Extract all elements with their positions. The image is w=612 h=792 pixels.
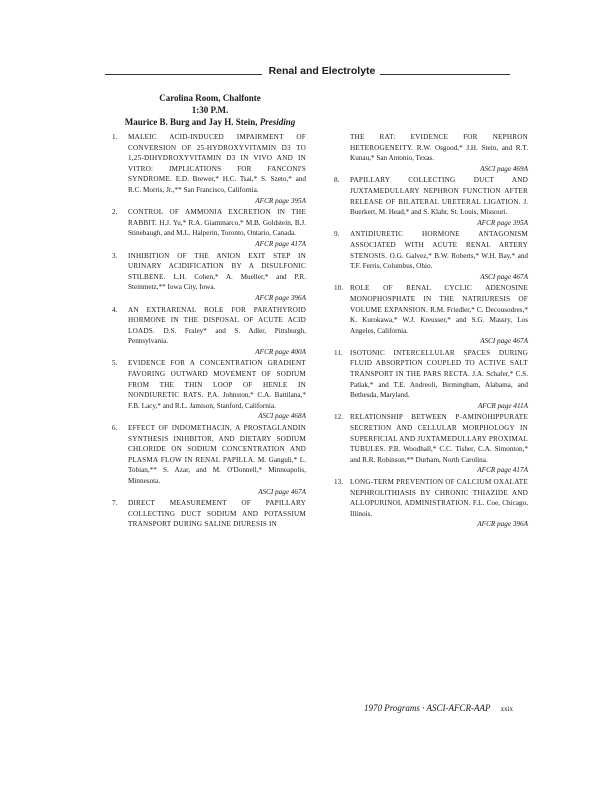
abstract-number: 3. [112, 251, 118, 260]
presiding-label: Presiding [259, 117, 296, 127]
abstract-title: LONG-TERM PREVENTION OF CALCIUM OXALATE NEPHROLITHIASIS BY CHRONIC THIAZIDE AND ALLOPURINOL ADMINISTRATION. [350, 478, 528, 508]
abstract-number: 8. [334, 176, 340, 185]
abstract-authors: R.W. Osgood,* J.H. Stein, and R.T. Kunau,* San Antonio, Texas. [350, 143, 528, 163]
abstract-reference: AFCR page 395A [477, 218, 528, 227]
session-info [100, 92, 320, 128]
abstract-entry [112, 358, 306, 422]
abstract-number: 6. [112, 424, 118, 433]
abstract-reference: AFCR page 411A [477, 401, 528, 410]
abstract-authors: E.D. Brewer,* H.C. Tsai,* S. Szeto,* and R.C. Morris, Jr.,** San Francisco, California. [128, 175, 307, 194]
abstract-reference: ASCI page 467A [258, 487, 306, 496]
abstract-title: MALEIC ACID-INDUCED IMPAIRMENT OF CONVERSION OF 25-HYDROXYVITAMIN D3 TO 1,25-DIHYDROXYVITAMIN D3 IN VIVO AND IN VITRO: IMPLICATIONS FOR FANCONI'S SYNDROME. [128, 133, 306, 184]
left-column [112, 132, 306, 531]
session-presiding [100, 116, 320, 128]
abstract-reference: AFCR page 396A [477, 520, 528, 529]
abstract-title: CONTROL OF AMMONIA EXCRETION IN THE RABBIT. [128, 208, 306, 227]
abstract-authors: P.B. Woodhall,* C.C. Tisher, C.A. Simonton,* and R.R. Robinson,** Durham, North Carolina. [350, 445, 529, 464]
abstract-reference: ASCI page 468A [258, 412, 306, 421]
footer-journal: 1970 Programs · ASCI-AFCR-AAP [364, 703, 491, 713]
abstract-authors: D.S. Fraley* and S. Adler, Pittsburgh, Pennsylvania. [128, 326, 307, 346]
page-footer [364, 703, 513, 713]
abstract-number: 11. [334, 348, 343, 357]
abstract-authors: P.A. Johnston,* C.A. Battilana,* F.B. Lacy,* and R.L. Jamison, Stanford, California. [128, 391, 306, 410]
abstract-entry [112, 207, 306, 249]
abstract-reference: ASCI page 469A [480, 164, 528, 173]
abstract-title: PAPILLARY COLLECTING DUCT AND JUXTAMEDULLARY NEPHRON FUNCTION AFTER RELEASE OF BILATERAL URETERAL LIGATION. [350, 176, 528, 206]
abstract-authors: J. Buerkert, M. Head,* and S. Klahr, St. Louis, Missouri. [350, 197, 529, 217]
abstract-authors: H.J. Yu,* R.A. Giammarco,* M.B. Goldstein, B.J. Stinebaugh, and M.L. Halperin, Toronto, Ontario, Canada. [128, 218, 307, 238]
session-room: Carolina Room, Chalfonte [159, 93, 261, 103]
abstract-number: 5. [112, 359, 118, 368]
abstract-title: EVIDENCE FOR A CONCENTRATION GRADIENT FAVORING OUTWARD MOVEMENT OF SODIUM FROM THE THIN LOOP OF HENLE IN NONDIURETIC RATS. [128, 359, 306, 400]
abstract-number: 1. [112, 133, 118, 141]
abstract-title: ROLE OF RENAL CYCLIC ADENOSINE MONOPHOSPHATE IN THE NATRIURESIS OF VOLUME EXPANSION. [350, 284, 528, 314]
abstract-entry [334, 132, 528, 174]
abstract-number: 13. [334, 478, 343, 486]
abstract-reference: AFCR page 400A [255, 347, 306, 356]
abstract-entry [112, 305, 306, 358]
abstract-title: EFFECT OF INDOMETHACIN, A PROSTAGLANDIN SYNTHESIS INHIBITOR, AND DIETARY SODIUM CHLORIDE ON SODIUM CONCENTRATION AND PLASMA FLOW IN RENAL PAPILLA. [128, 424, 306, 464]
abstract-entry [112, 132, 306, 206]
abstract-title: ANTIDIURETIC HORMONE ANTAGONISM ASSOCIATED WITH ACUTE RENAL ARTERY STENOSIS. [350, 230, 528, 260]
abstract-entry [334, 229, 528, 282]
abstract-number: 4. [112, 305, 118, 314]
right-column [334, 132, 528, 531]
section-title: Renal and Electrolyte [262, 65, 382, 77]
abstract-number: 12. [334, 413, 343, 422]
abstract-title: DIRECT MEASUREMENT OF PAPILLARY COLLECTING DUCT SODIUM AND POTASSIUM TRANSPORT DURING SALINE DIURESIS IN [128, 499, 306, 529]
abstract-reference: AFCR page 396A [255, 293, 306, 302]
abstract-title: ISOTONIC INTERCELLULAR SPACES DURING FLUID ABSORPTION COUPLED TO ACTIVE SALT TRANSPORT IN THE PARS RECTA. [350, 348, 528, 379]
header-rule-left [105, 74, 265, 75]
abstract-entry [334, 477, 528, 530]
abstract-entry [112, 251, 306, 304]
abstract-authors: R.M. Friedler,* C. Decousodres,* K. Kurokawa,* W.J. Kreusser,* and S.G. Massry, Los Angeles, California. [350, 305, 528, 335]
abstract-authors: O.G. Galvez,* B.W. Roberts,* W.H. Bay,* and T.F. Ferris, Columbus, Ohio. [350, 251, 529, 271]
abstract-entry [112, 423, 306, 497]
abstract-entry [334, 283, 528, 347]
abstract-reference: AFCR page 417A [477, 466, 528, 475]
session-time: 1:30 P.M. [191, 105, 229, 115]
footer-page-number: xxix [500, 705, 514, 713]
abstract-entry [334, 175, 528, 228]
abstract-reference: ASCI page 467A [480, 272, 528, 281]
abstract-entry [112, 498, 306, 530]
abstract-number: 10. [334, 284, 343, 293]
abstract-reference: AFCR page 395A [255, 196, 306, 205]
abstract-title: RELATIONSHIP BETWEEN P-AMINOHIPPURATE SECRETION AND CELLULAR MORPHOLOGY IN SUPERFICIAL AND JUXTAMEDULLARY PROXIMAL TUBULES. [350, 413, 528, 454]
abstract-title: INHIBITION OF THE ANION EXIT STEP IN URINARY ACIDIFICATION BY A DISULFONIC STILBENE. [128, 251, 306, 281]
abstract-authors: F.L. Coe, Chicago, Illinois. [350, 499, 528, 518]
abstract-reference: ASCI page 467A [480, 337, 528, 346]
header-rule-right [380, 74, 510, 75]
abstract-number: 2. [112, 208, 118, 217]
abstract-authors: L.H. Cohen,* A. Mueller,* and P.R. Steinmetz,** Iowa City, Iowa. [128, 272, 307, 292]
abstract-number: 9. [334, 230, 340, 239]
abstract-entry [334, 348, 528, 412]
abstract-authors: M. Ganguli,* L. Tobian,** S. Azar, and M. O'Donnell,* Minneapolis, Minnesota. [128, 455, 306, 485]
abstract-title: THE RAT: EVIDENCE FOR NEPHRON HETEROGENEITY. [350, 133, 528, 152]
abstract-title: AN EXTRARENAL ROLE FOR PARATHYROID HORMONE IN THE DISPOSAL OF ACUTE ACID LOADS. [128, 305, 306, 335]
abstract-authors: J.A. Schafer,* C.S. Patlak,* and T.E. Andreoli, Birmingham, Alabama, and Bethesda, Maryland. [350, 370, 529, 400]
abstract-number: 7. [112, 499, 118, 508]
abstract-entry [334, 412, 528, 476]
session-chairs: Maurice B. Burg and Jay H. Stein, [124, 117, 258, 127]
abstract-reference: AFCR page 417A [255, 239, 306, 248]
